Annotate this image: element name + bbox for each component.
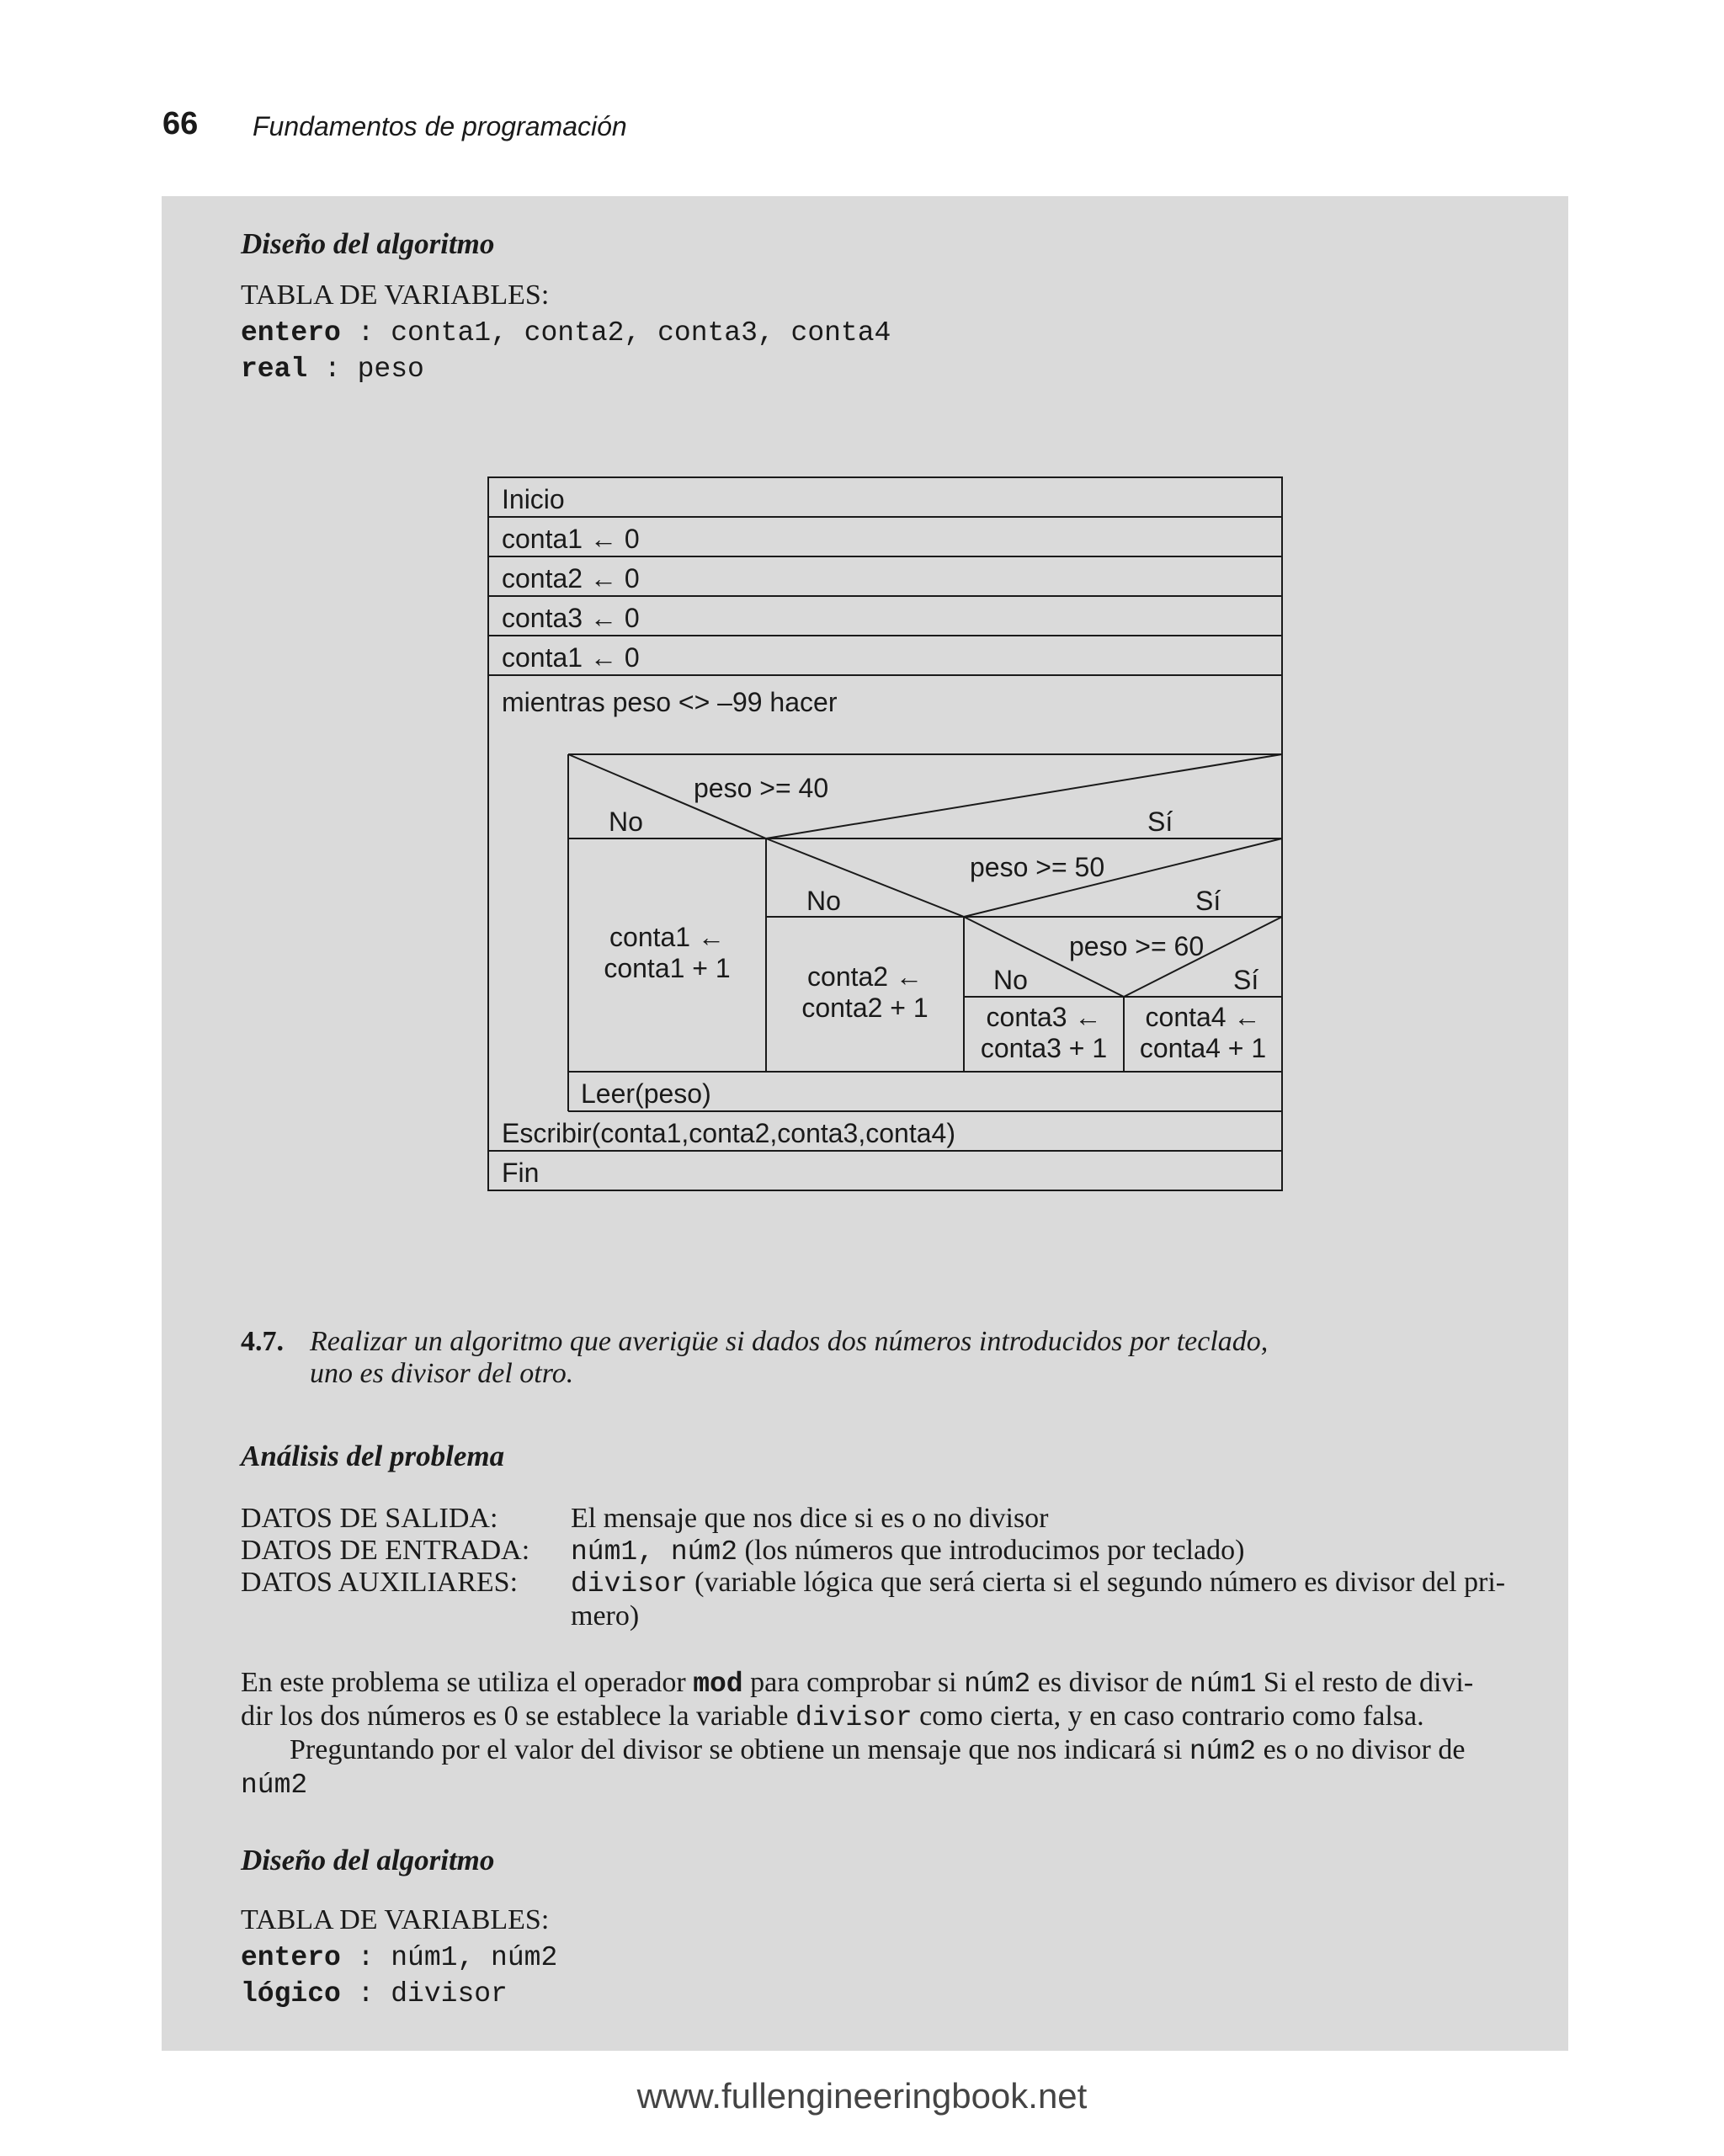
decision-yes-label: Sí: [1147, 807, 1173, 837]
diagram-action: conta2 ← conta2 + 1: [801, 961, 929, 1023]
decision-yes-label: Sí: [1195, 886, 1221, 916]
variables-table-title-2: TABLA DE VARIABLES:: [241, 1904, 550, 1935]
diagram-write: Escribir(conta1,conta2,conta3,conta4): [502, 1118, 955, 1148]
data-value-output: El mensaje que nos dice si es o no divisor: [571, 1503, 1049, 1534]
exercise-number: 4.7.: [241, 1326, 284, 1357]
section-heading-analysis: Análisis del problema: [241, 1440, 505, 1472]
section-heading-design-2: Diseño del algoritmo: [241, 1844, 495, 1877]
diagram-assignment: conta2 ← 0: [502, 563, 640, 594]
diagram-loop-header: mientras peso <> –99 hacer: [502, 687, 838, 717]
data-label-output: DATOS DE SALIDA:: [241, 1503, 498, 1534]
section-heading-design-1: Diseño del algoritmo: [241, 227, 495, 260]
book-title: Fundamentos de programación: [253, 111, 627, 141]
variable-declaration-line: lógico : divisor: [241, 1978, 508, 2010]
decision-yes-label: Sí: [1233, 965, 1259, 995]
variable-declaration-line: entero : núm1, núm2: [241, 1942, 558, 1973]
page-number: 66: [162, 106, 199, 141]
decision-no-label: No: [609, 807, 643, 837]
diagram-start: Inicio: [502, 484, 565, 514]
data-label-input: DATOS DE ENTRADA:: [241, 1535, 530, 1566]
decision-no-label: No: [993, 965, 1028, 995]
footer-url: www.fullengineeringbook.net: [636, 2076, 1088, 2116]
diagram-action: conta3 ← conta3 + 1: [980, 1002, 1108, 1063]
decision-diagonal: [766, 838, 964, 917]
exercise-statement: Realizar un algoritmo que averigüe si dados dos números introducidos por teclado, uno es divisor del otro.: [310, 1326, 1269, 1389]
data-label-auxiliary: DATOS AUXILIARES:: [241, 1567, 519, 1598]
decision-no-label: No: [806, 886, 841, 916]
decision-condition: peso >= 60: [1069, 931, 1205, 961]
decision-condition: peso >= 40: [694, 773, 829, 803]
variable-declaration-line: real : peso: [241, 354, 424, 385]
data-value-auxiliary: divisor (variable lógica que será cierta si el segundo número es divisor del pri- mero): [571, 1567, 1506, 1632]
diagram-assignment: conta1 ← 0: [502, 642, 640, 673]
diagram-read: Leer(peso): [581, 1078, 711, 1109]
decision-condition: peso >= 50: [970, 852, 1105, 882]
decision-diagonal: [766, 754, 1282, 838]
diagram-end: Fin: [502, 1158, 540, 1188]
data-value-input: núm1, núm2 (los números que introducimos por teclado): [571, 1535, 1245, 1568]
variables-table-title-1: TABLA DE VARIABLES:: [241, 279, 550, 311]
diagram-assignment: conta3 ← 0: [502, 603, 640, 633]
diagram-assignment: conta1 ← 0: [502, 524, 640, 554]
diagram-action: conta1 ← conta1 + 1: [604, 922, 731, 983]
diagram-action: conta4 ← conta4 + 1: [1139, 1002, 1267, 1063]
variable-declaration-line: entero : conta1, conta2, conta3, conta4: [241, 317, 891, 349]
explanation-paragraph: En este problema se utiliza el operador mod para comprobar si núm2 es divisor de núm1 Si el resto de divi- dir los dos números es 0 se establece la variable divisor como cierta, y en caso contrario como falsa. Preguntando por el valor del divisor se obtiene un mensaje que nos indicará si núm2 es o no divisor de núm2: [241, 1667, 1474, 1801]
